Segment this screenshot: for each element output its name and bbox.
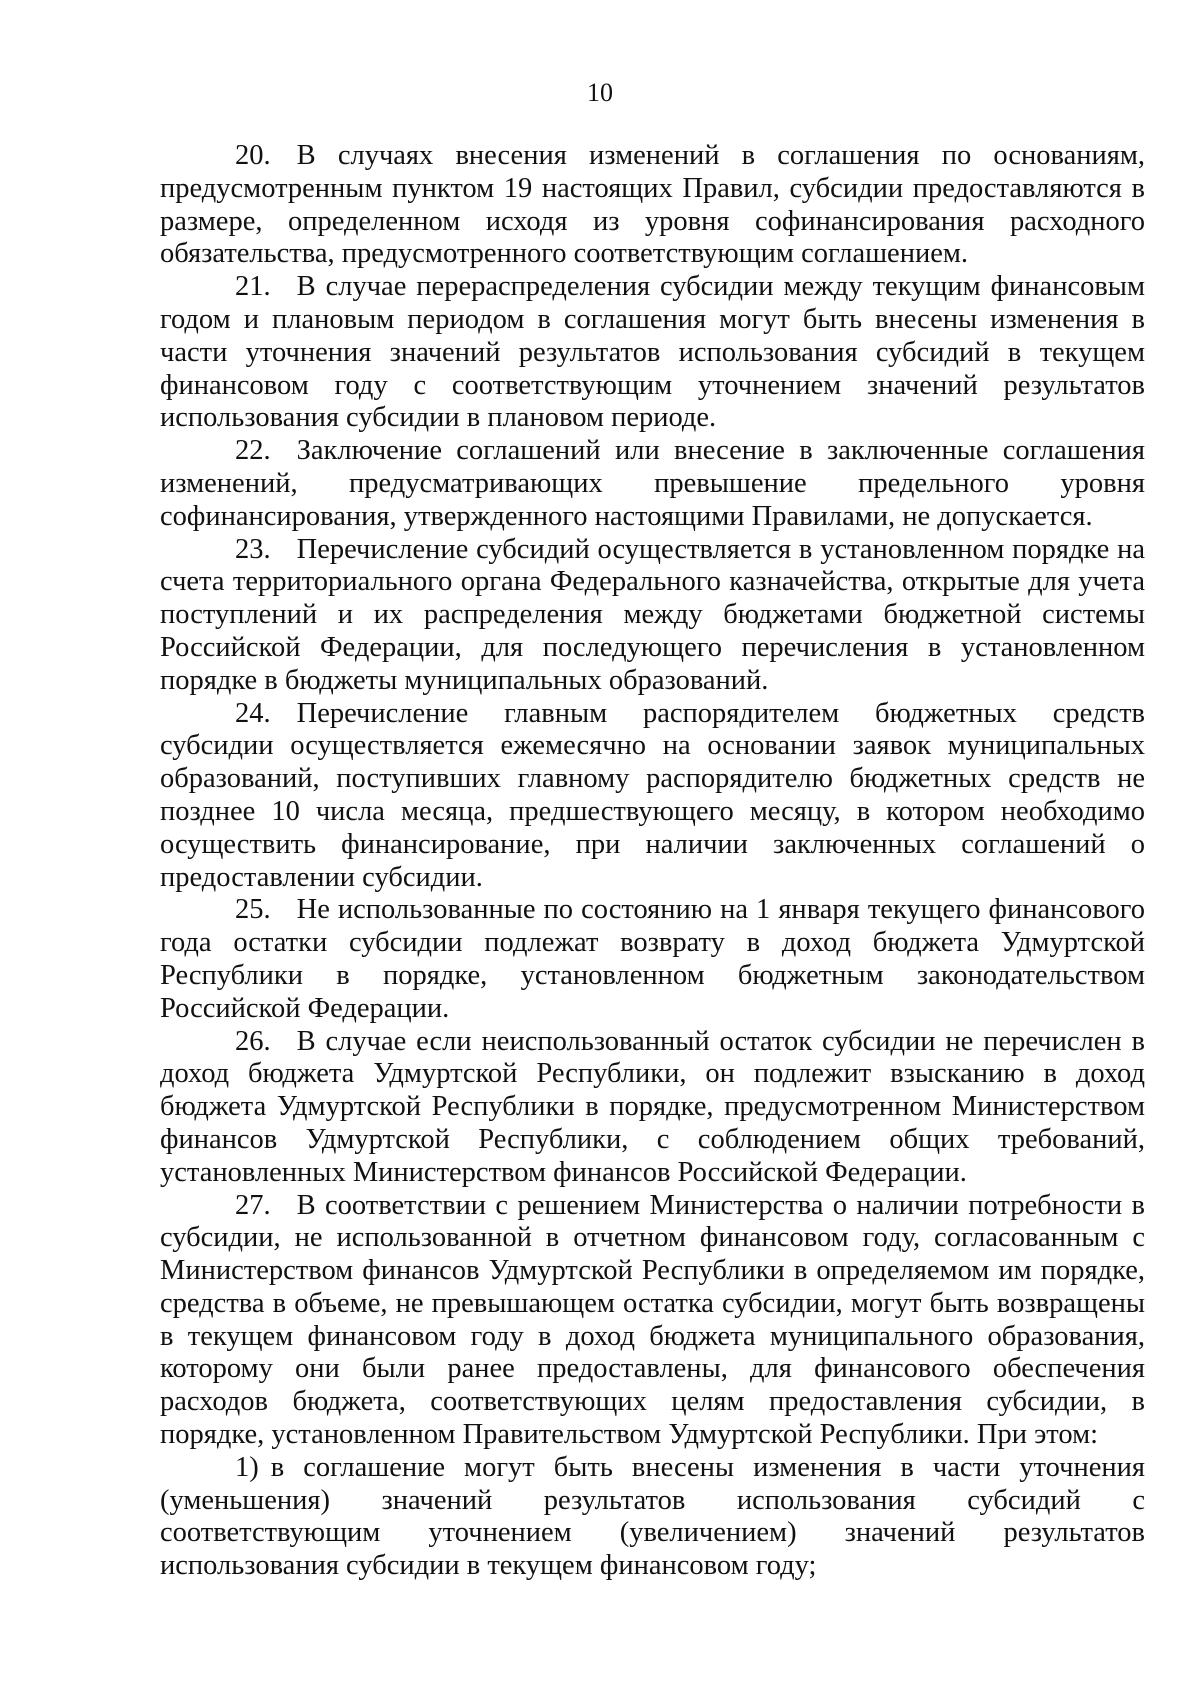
paragraph-text: В соответствии с решением Министерства о наличии потребности в субсидии, не использованной в отчетном финансовом году, согласованным с Министерством финансов Удмуртской Республики в определяемом им порядке, средства в объеме, не превышающем остатка субсидии, могут быть возвращены в текущем финансовом году в доход бюджета муниципального образования, которому они были ранее предоставлены, для финансового обеспечения расходов бюджета, соответствующих целям предоставления субсидии, в порядке, установленном Правительством Удмуртской Республики. При этом: [160,1189,1145,1451]
paragraph-text: Перечисление субсидий осуществляется в установленном порядке на счета территориального органа Федерального казначейства, открытые для учета поступлений и их распределения между бюджетами бюджетной системы Российской Федерации, для последующего перечисления в установленном порядке в бюджеты муниципальных образований. [160,533,1145,696]
document-body [160,140,1145,1583]
paragraph-number: 21. [235,271,271,303]
paragraph-number: 20. [235,140,271,171]
subparagraph-1 [160,1452,1145,1583]
paragraph-26 [160,1026,1145,1190]
paragraph-25 [160,894,1145,1025]
paragraph-number: 22. [235,435,271,467]
paragraph-number: 23. [235,533,271,565]
paragraph-text: Заключение соглашений или внесение в заключенные соглашения изменений, предусматривающих превышение предельного уровня софинансирования, утвержденного настоящими Правилами, не допускается. [160,435,1145,532]
page-number: 10 [587,78,613,107]
paragraph-number: 24. [235,697,271,729]
paragraph-23 [160,534,1145,698]
paragraph-text: В случае если неиспользованный остаток субсидии не перечислен в доход бюджета Удмуртской Республики, он подлежит взысканию в доход бюджета Удмуртской Республики в порядке, предусмотренном Министерством финансов Удмуртской Республики, с соблюдением общих требований, установленных Министерством финансов Российской Федерации. [160,1025,1145,1188]
paragraph-20 [160,140,1145,271]
paragraph-text: В случаях внесения изменений в соглашения по основаниям, предусмотренным пунктом 19 настоящих Правил, субсидии предоставляются в размере, определенном исходя из уровня софинансирования расходного обязательства, предусмотренного соответствующим соглашением. [160,140,1145,270]
paragraph-number: 25. [235,894,271,926]
paragraph-27 [160,1190,1145,1452]
paragraph-text: Перечисление главным распорядителем бюджетных средств субсидии осуществляется ежемесячно на основании заявок муниципальных образований, поступивших главному распорядителю бюджетных средств не позднее 10 числа месяца, предшествующего месяцу, в котором необходимо осуществить финансирование, при наличии заключенных соглашений о предоставлении субсидии. [160,697,1145,893]
paragraph-21 [160,271,1145,435]
subparagraph-number: 1) [235,1451,259,1483]
paragraph-22 [160,435,1145,533]
paragraph-24 [160,698,1145,895]
paragraph-text: В случае перераспределения субсидии между текущим финансовым годом и плановым периодом в соглашения могут быть внесены изменения в части уточнения значений результатов использования субсидий в текущем финансовом году с соответствующим уточнением значений результатов использования субсидии в плановом периоде. [160,271,1145,434]
paragraph-number: 26. [235,1025,271,1057]
paragraph-text: Не использованные по состоянию на 1 января текущего финансового года остатки субсидии подлежат возврату в доход бюджета Удмуртской Республики в порядке, установленном бюджетным законодательством Российской Федерации. [160,894,1145,1024]
subparagraph-text: в соглашение могут быть внесены изменения в части уточнения (уменьшения) значений результатов использования субсидий с соответствующим уточнением (увеличением) значений результатов использования субсидии в текущем финансовом году; [160,1451,1145,1582]
paragraph-number: 27. [235,1189,271,1221]
